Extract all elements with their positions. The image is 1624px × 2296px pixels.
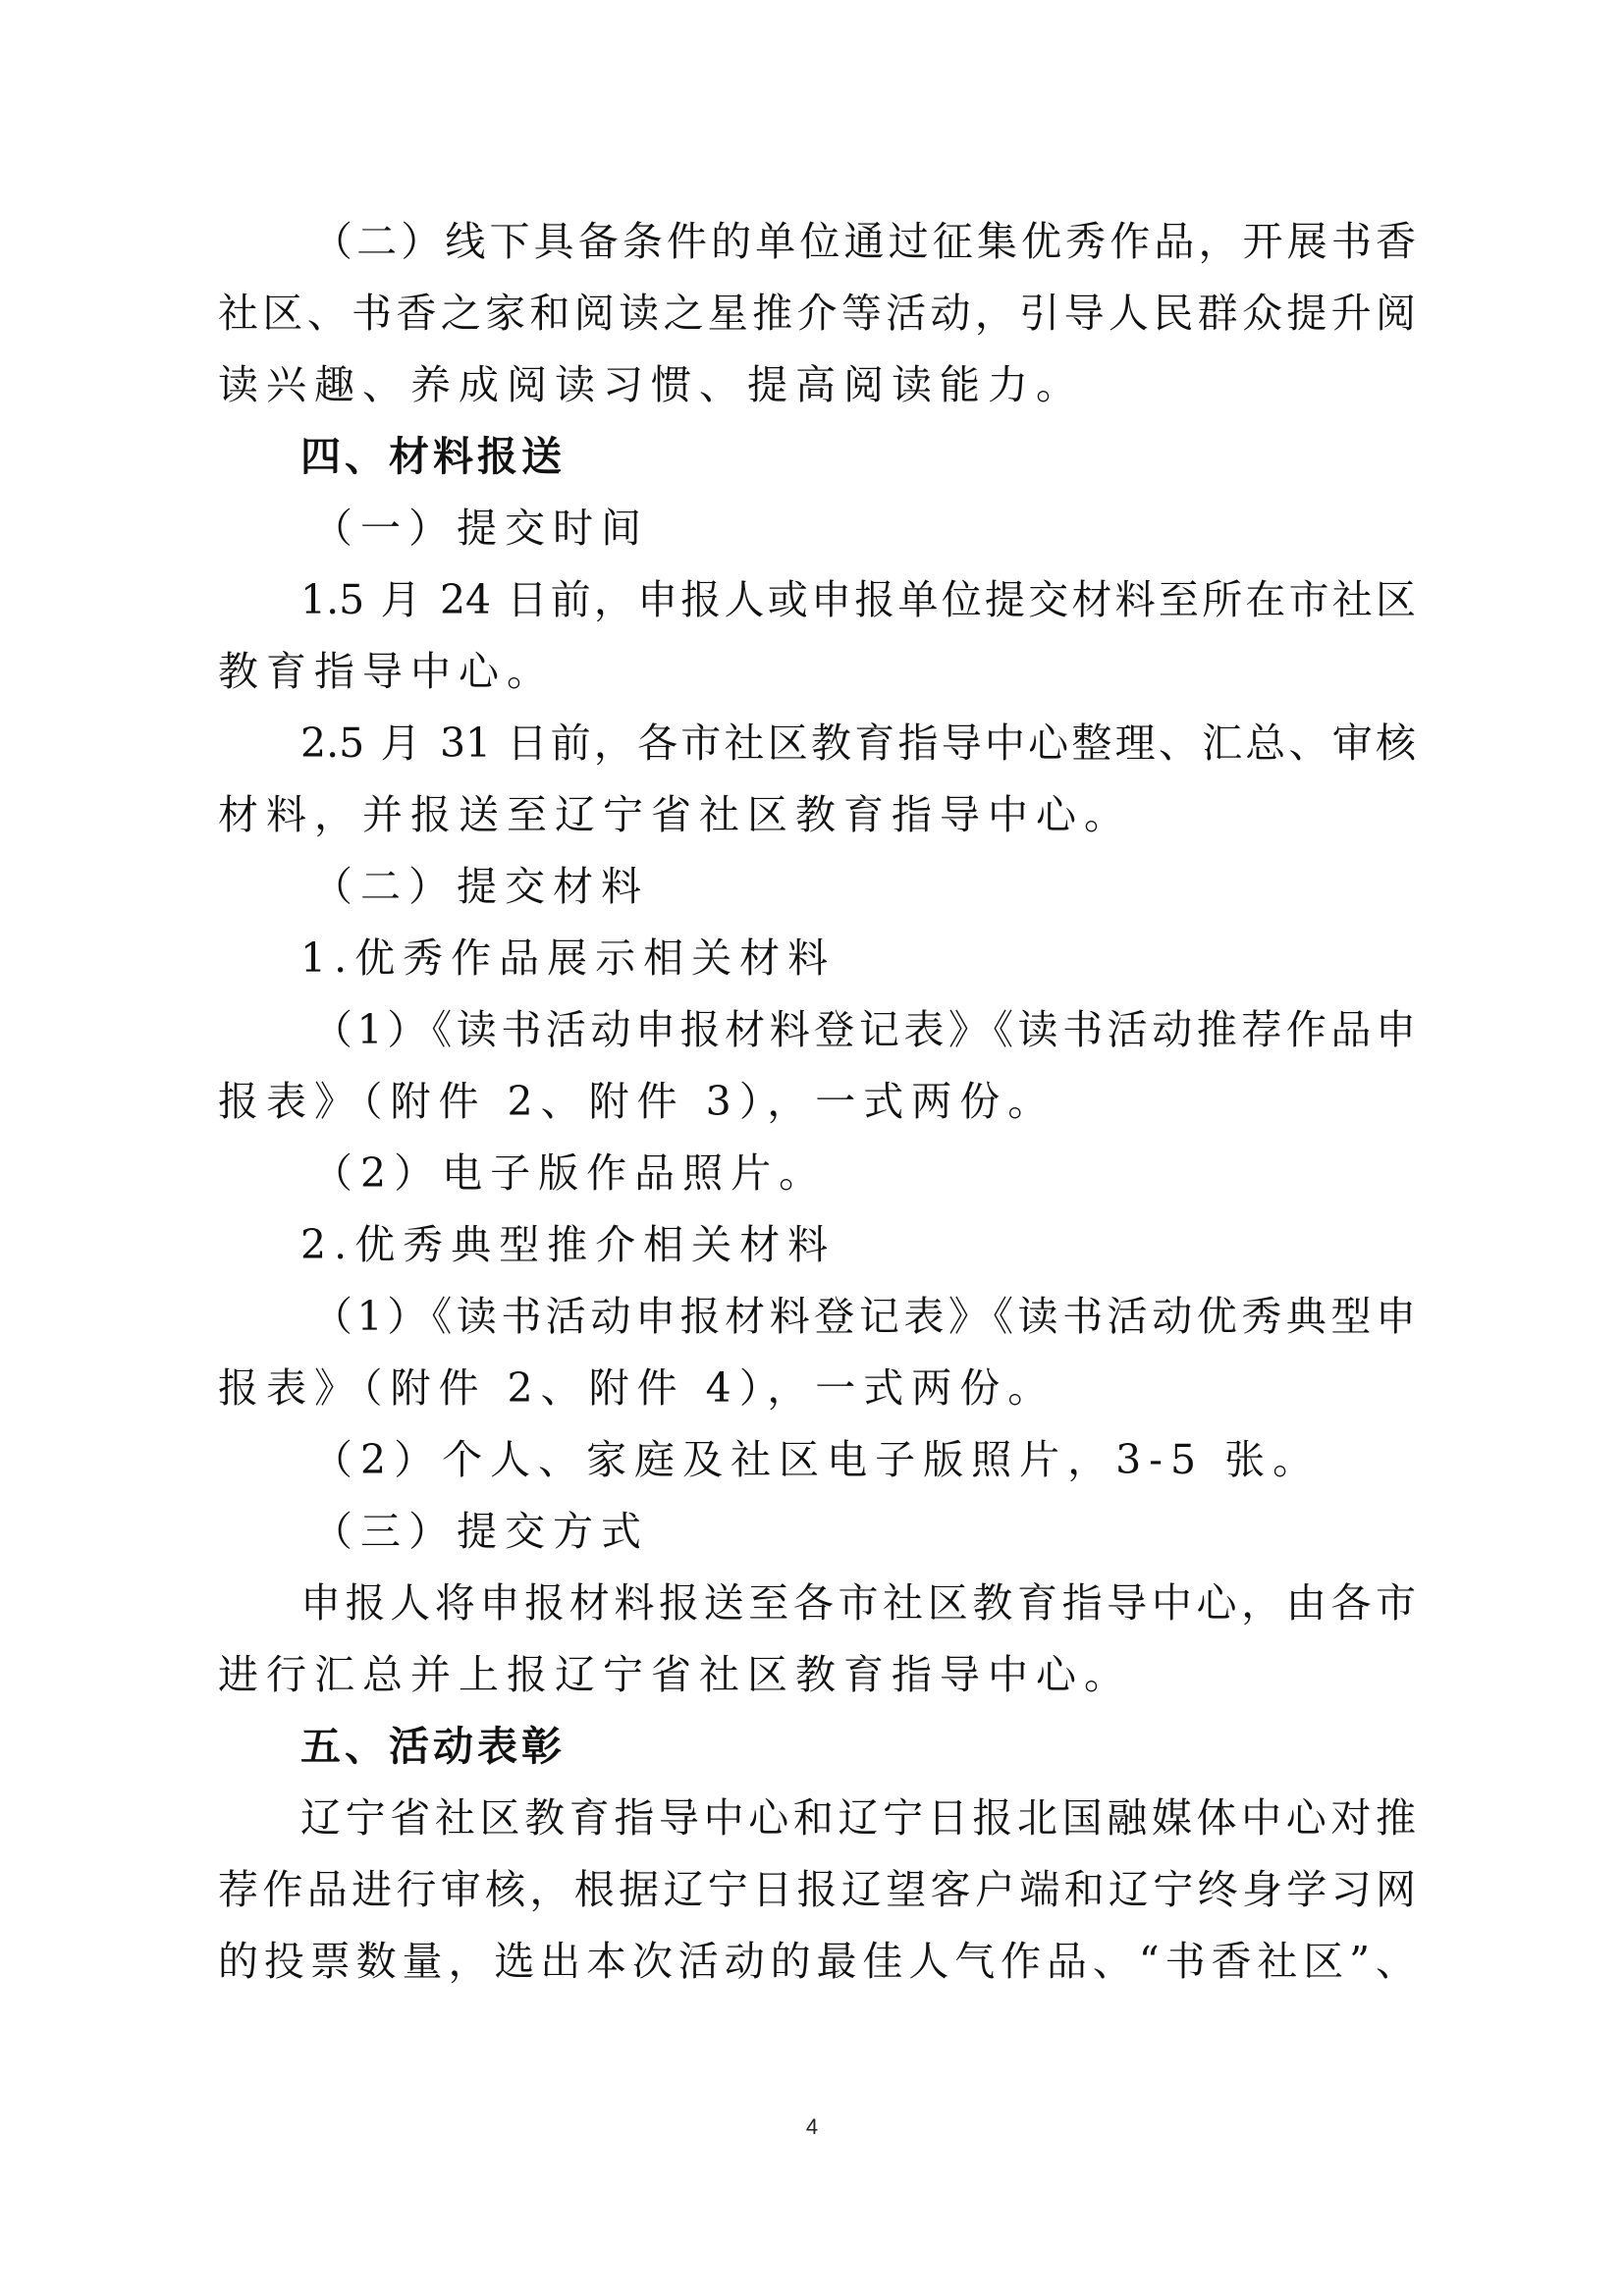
subsection-heading: （一）提交时间 <box>312 505 649 552</box>
paragraph-line: 辽宁省社区教育指导中心和辽宁日报北国融媒体中心对推 <box>300 1794 1416 1842</box>
list-item-heading: 2.优秀典型推介相关材料 <box>300 1221 837 1268</box>
list-item-heading: 1.优秀作品展示相关材料 <box>300 934 837 982</box>
paragraph-line: 1.5 月 24 日前，申报人或申报单位提交材料至所在市社区 <box>300 576 1416 623</box>
section-heading: 四、材料报送 <box>300 433 566 480</box>
subsection-heading: （二）提交材料 <box>312 863 649 910</box>
paragraph-line: 读兴趣、养成阅读习惯、提高阅读能力。 <box>218 361 1084 408</box>
paragraph-line: 社区、书香之家和阅读之星推介等活动，引导人民群众提升阅 <box>218 290 1416 337</box>
paragraph-line: （1）《读书活动申报材料登记表》《读书活动优秀典型申 <box>312 1293 1416 1340</box>
paragraph-line: 2.5 月 31 日前，各市社区教育指导中心整理、汇总、审核 <box>300 720 1416 767</box>
paragraph-line: 进行汇总并上报辽宁省社区教育指导中心。 <box>218 1651 1132 1698</box>
paragraph-line: 教育指导中心。 <box>218 648 555 695</box>
section-heading: 五、活动表彰 <box>300 1723 566 1770</box>
page-number: 4 <box>805 2114 819 2139</box>
paragraph-line: （1）《读书活动申报材料登记表》《读书活动推荐作品申 <box>312 1006 1416 1053</box>
paragraph-line: 荐作品进行审核，根据辽宁日报辽望客户端和辽宁终身学习网 <box>218 1866 1416 1913</box>
paragraph-line: （2）个人、家庭及社区电子版照片，3-5 张。 <box>312 1436 1322 1483</box>
paragraph-line: 报表》（附件 2、附件 4），一式两份。 <box>218 1364 1056 1412</box>
paragraph-line: 的投票数量，选出本次活动的最佳人气作品、“书香社区”、 <box>218 1938 1416 1985</box>
subsection-heading: （三）提交方式 <box>312 1508 649 1555</box>
paragraph-line: 材料，并报送至辽宁省社区教育指导中心。 <box>218 791 1132 838</box>
paragraph-line: 报表》（附件 2、附件 3），一式两份。 <box>218 1078 1056 1125</box>
paragraph-line: （2）电子版作品照片。 <box>312 1149 828 1197</box>
paragraph-line: （二）线下具备条件的单位通过征集优秀作品，开展书香 <box>312 218 1416 265</box>
paragraph-line: 申报人将申报材料报送至各市社区教育指导中心，由各市 <box>300 1579 1416 1627</box>
